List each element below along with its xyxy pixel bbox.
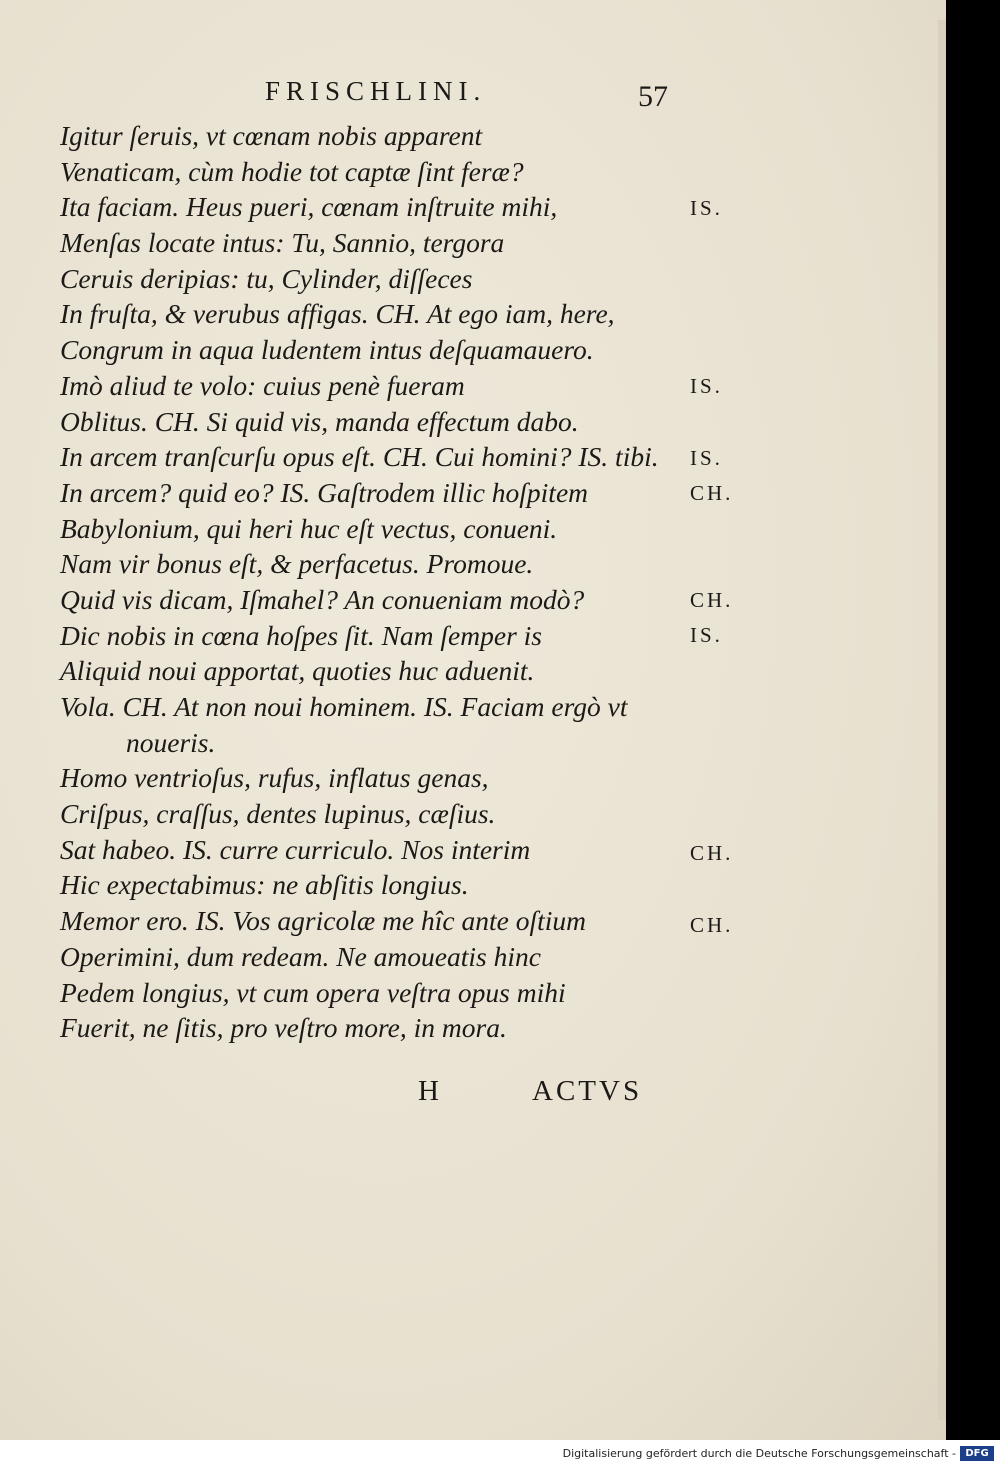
speaker-label: CH. xyxy=(690,841,734,865)
verse-line: Venaticam, cùm hodie tot captæ ſint feræ? xyxy=(60,155,524,187)
verse-line: Sat habeo. IS. curre curriculo. Nos interim xyxy=(60,833,531,865)
dfg-logo[interactable]: DFG xyxy=(960,1446,994,1461)
speaker-label: CH. xyxy=(690,481,734,505)
verse-line: Vola. CH. At non noui hominem. IS. Faciam ergò vt xyxy=(60,691,628,722)
page-number: 57 xyxy=(638,80,668,113)
verse-line: Congrum in aqua ludentem intus deſquamauero. xyxy=(60,334,594,366)
verse-line: Homo ventrioſus, rufus, inflatus genas, xyxy=(60,762,489,794)
running-head: FRISCHLINI. xyxy=(265,76,487,106)
verse-line: Menſas locate intus: Tu, Sannio, tergora xyxy=(60,227,505,259)
verse-line: Ita faciam. Heus pueri, cœnam inſtruite mihi, xyxy=(60,191,558,223)
verse-line: Quid vis dicam, Iſmahel? An conueniam modò? xyxy=(60,583,585,615)
speaker-label: CH. xyxy=(690,913,734,937)
speaker-label: IS. xyxy=(690,374,723,398)
verse-line: Nam vir bonus eſt, & perfacetus. Promoue. xyxy=(60,548,534,580)
signature-mark: H xyxy=(418,1075,439,1107)
digitization-footer xyxy=(0,1440,1000,1469)
verse-line: In arcem? quid eo? IS. Gaſtrodem illic hoſpitem xyxy=(60,476,589,508)
speaker-label: IS. xyxy=(690,623,723,647)
verse-line: Operimini, dum redeam. Ne amoueatis hinc xyxy=(60,940,541,972)
verse-text xyxy=(60,118,680,1046)
verse-line: Babylonium, qui heri huc eſt vectus, conueni. xyxy=(60,512,558,544)
speaker-label: CH. xyxy=(690,588,734,612)
verse-line: Hic expectabimus: ne abſitis longius. xyxy=(60,869,469,901)
verse-line: Igitur ſeruis, vt cœnam nobis apparent xyxy=(60,120,483,151)
verse-line: Oblitus. CH. Si quid vis, manda effectum dabo. xyxy=(60,405,579,437)
funding-credit: Digitalisierung gefördert durch die Deutsche Forschungsgemeinschaft - xyxy=(562,1447,956,1460)
verse-line: Dic nobis in cœna hoſpes ſit. Nam ſemper is xyxy=(60,619,542,651)
speaker-label: IS. xyxy=(690,446,723,470)
verse-line: Imò aliud te volo: cuius penè fueram xyxy=(60,369,465,401)
verse-line: Criſpus, craſſus, dentes lupinus, cæſius. xyxy=(60,798,496,830)
verse-line: Fuerit, ne ſitis, pro veſtro more, in mora. xyxy=(60,1012,507,1044)
catchword: ACTVS xyxy=(532,1075,643,1107)
verse-line: Pedem longius, vt cum opera veſtra opus mihi xyxy=(60,976,566,1008)
page-edge xyxy=(938,20,946,1420)
verse-line: In arcem tranſcurſu opus eſt. CH. Cui homini? IS. tibi. xyxy=(60,441,659,473)
verse-line: Aliquid noui apportat, quoties huc aduenit. xyxy=(60,655,535,687)
verse-line: Memor ero. IS. Vos agricolæ me hîc ante oſtium xyxy=(60,905,586,937)
speaker-label: IS. xyxy=(690,196,723,220)
verse-line: In fruſta, & verubus affigas. CH. At ego iam, here, xyxy=(60,298,615,330)
verse-line: Ceruis deripias: tu, Cylinder, diſſeces xyxy=(60,262,473,294)
verse-line-continuation: noueris. xyxy=(126,726,216,758)
